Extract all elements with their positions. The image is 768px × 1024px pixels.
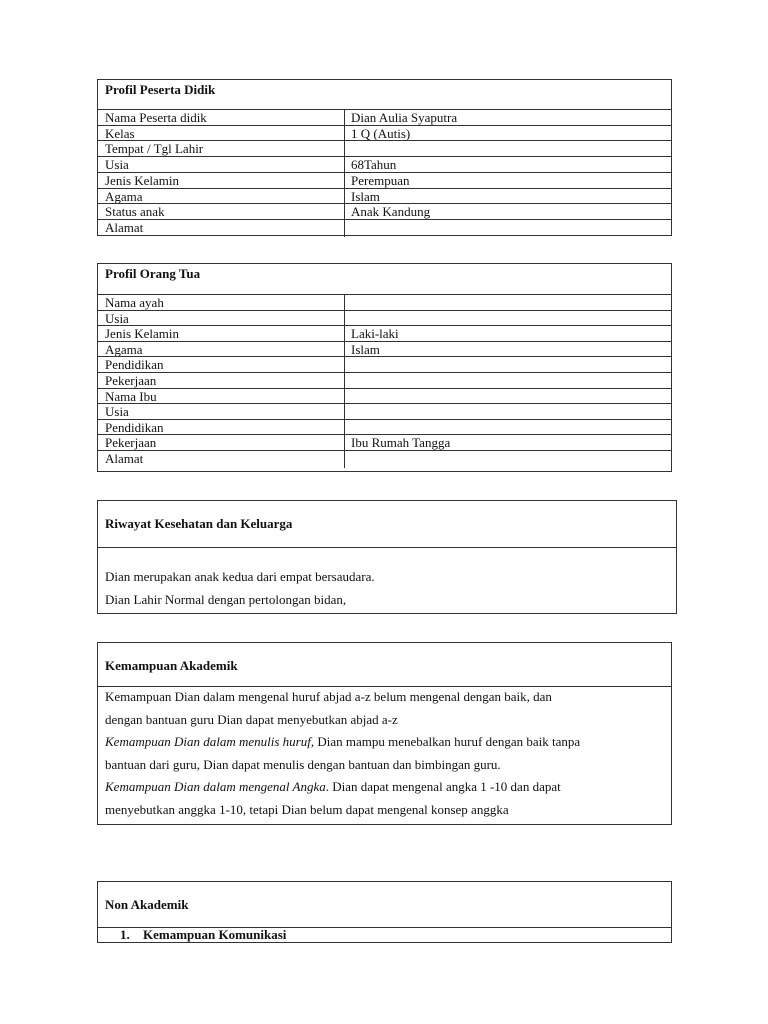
akademik-text — [105, 686, 663, 821]
row-label: Agama — [105, 341, 143, 357]
row-label: Alamat — [105, 219, 144, 235]
table-row — [98, 156, 671, 173]
column-divider — [344, 220, 345, 237]
table-row — [98, 419, 671, 436]
akademik-line: menyebutkan anggka 1-10, tetapi Dian belum dapat mengenal konsep anggka — [105, 801, 509, 817]
row-label: Kelas — [105, 125, 135, 141]
table-row — [98, 172, 671, 189]
riwayat-line: Dian Lahir Normal dengan pertolongan bidan, — [105, 591, 347, 607]
row-label: Pekerjaan — [105, 373, 157, 388]
akademik-line — [105, 731, 663, 754]
riwayat-heading: Riwayat Kesehatan dan Keluarga — [105, 516, 293, 531]
row-label: Usia — [105, 157, 129, 173]
table-row — [98, 188, 671, 205]
profil-orang-tua-heading: Profil Orang Tua — [105, 266, 201, 281]
akademik-line: Kemampuan Dian dalam mengenal huruf abjad a-z belum mengenal dengan baik, dan — [105, 689, 552, 704]
riwayat-text — [105, 566, 668, 611]
row-label: Pendidikan — [105, 357, 164, 373]
akademik-rest: . Dian dapat mengenal angka 1 -10 dan dapat — [325, 779, 561, 794]
row-label: Nama Peserta didik — [105, 110, 207, 125]
row-value: Islam — [351, 341, 380, 357]
item-label: Kemampuan Komunikasi — [143, 927, 287, 942]
table-row — [98, 140, 671, 157]
akademik-section — [97, 642, 672, 825]
akademik-line: bantuan dari guru, Dian dapat menulis dengan bantuan dan bimbingan guru. — [105, 756, 501, 772]
table-row — [98, 125, 671, 142]
row-label: Status anak — [105, 204, 165, 220]
table-row — [98, 434, 671, 451]
akademik-line: dengan bantuan guru Dian dapat menyebutkan abjad a-z — [105, 711, 398, 727]
non-akademik-heading: Non Akademik — [105, 897, 189, 912]
row-value: Ibu Rumah Tangga — [351, 435, 451, 451]
table-row — [98, 341, 671, 358]
non-akademik-item — [120, 927, 286, 942]
table-row — [98, 109, 671, 126]
table-row — [98, 356, 671, 373]
item-number: 1. — [120, 927, 130, 942]
row-value: Islam — [351, 188, 380, 204]
riwayat-line: Dian merupakan anak kedua dari empat bersaudara. — [105, 569, 375, 584]
row-value: Dian Aulia Syaputra — [351, 110, 458, 125]
row-value: Laki-laki — [351, 326, 399, 342]
akademik-italic: Kemampuan Dian dalam mengenal Angka — [105, 779, 326, 794]
row-value: 68Tahun — [351, 157, 397, 173]
table-row — [98, 310, 671, 327]
akademik-italic: Kemampuan Dian dalam menulis huruf — [105, 734, 311, 749]
table-row — [98, 203, 671, 220]
profil-orang-tua-table — [97, 263, 672, 472]
akademik-rest: , Dian mampu menebalkan huruf dengan baik tanpa — [310, 734, 581, 749]
row-label: Usia — [105, 310, 129, 326]
row-value: Anak Kandung — [351, 204, 431, 220]
akademik-line — [105, 776, 663, 799]
table-row — [98, 294, 671, 311]
row-label: Jenis Kelamin — [105, 326, 180, 342]
column-divider — [344, 451, 345, 468]
riwayat-section — [97, 500, 677, 614]
row-label: Nama ayah — [105, 295, 164, 310]
table-row — [98, 403, 671, 420]
row-label: Alamat — [105, 451, 144, 466]
akademik-heading: Kemampuan Akademik — [105, 658, 238, 673]
riwayat-divider — [98, 547, 676, 548]
table-row — [98, 388, 671, 405]
profil-peserta-table — [97, 79, 672, 236]
table-row — [98, 325, 671, 342]
row-label: Usia — [105, 404, 129, 420]
row-label: Pekerjaan — [105, 435, 157, 451]
profil-peserta-heading: Profil Peserta Didik — [105, 82, 216, 97]
table-row — [98, 372, 671, 389]
row-label: Nama Ibu — [105, 388, 157, 404]
table-row — [98, 219, 671, 236]
row-label: Agama — [105, 188, 143, 204]
row-value: 1 Q (Autis) — [351, 125, 411, 141]
row-label: Jenis Kelamin — [105, 172, 180, 188]
row-label: Tempat / Tgl Lahir — [105, 141, 204, 157]
row-value: Perempuan — [351, 172, 410, 188]
non-akademik-section — [97, 881, 672, 943]
table-row — [98, 450, 671, 467]
row-label: Pendidikan — [105, 419, 164, 435]
